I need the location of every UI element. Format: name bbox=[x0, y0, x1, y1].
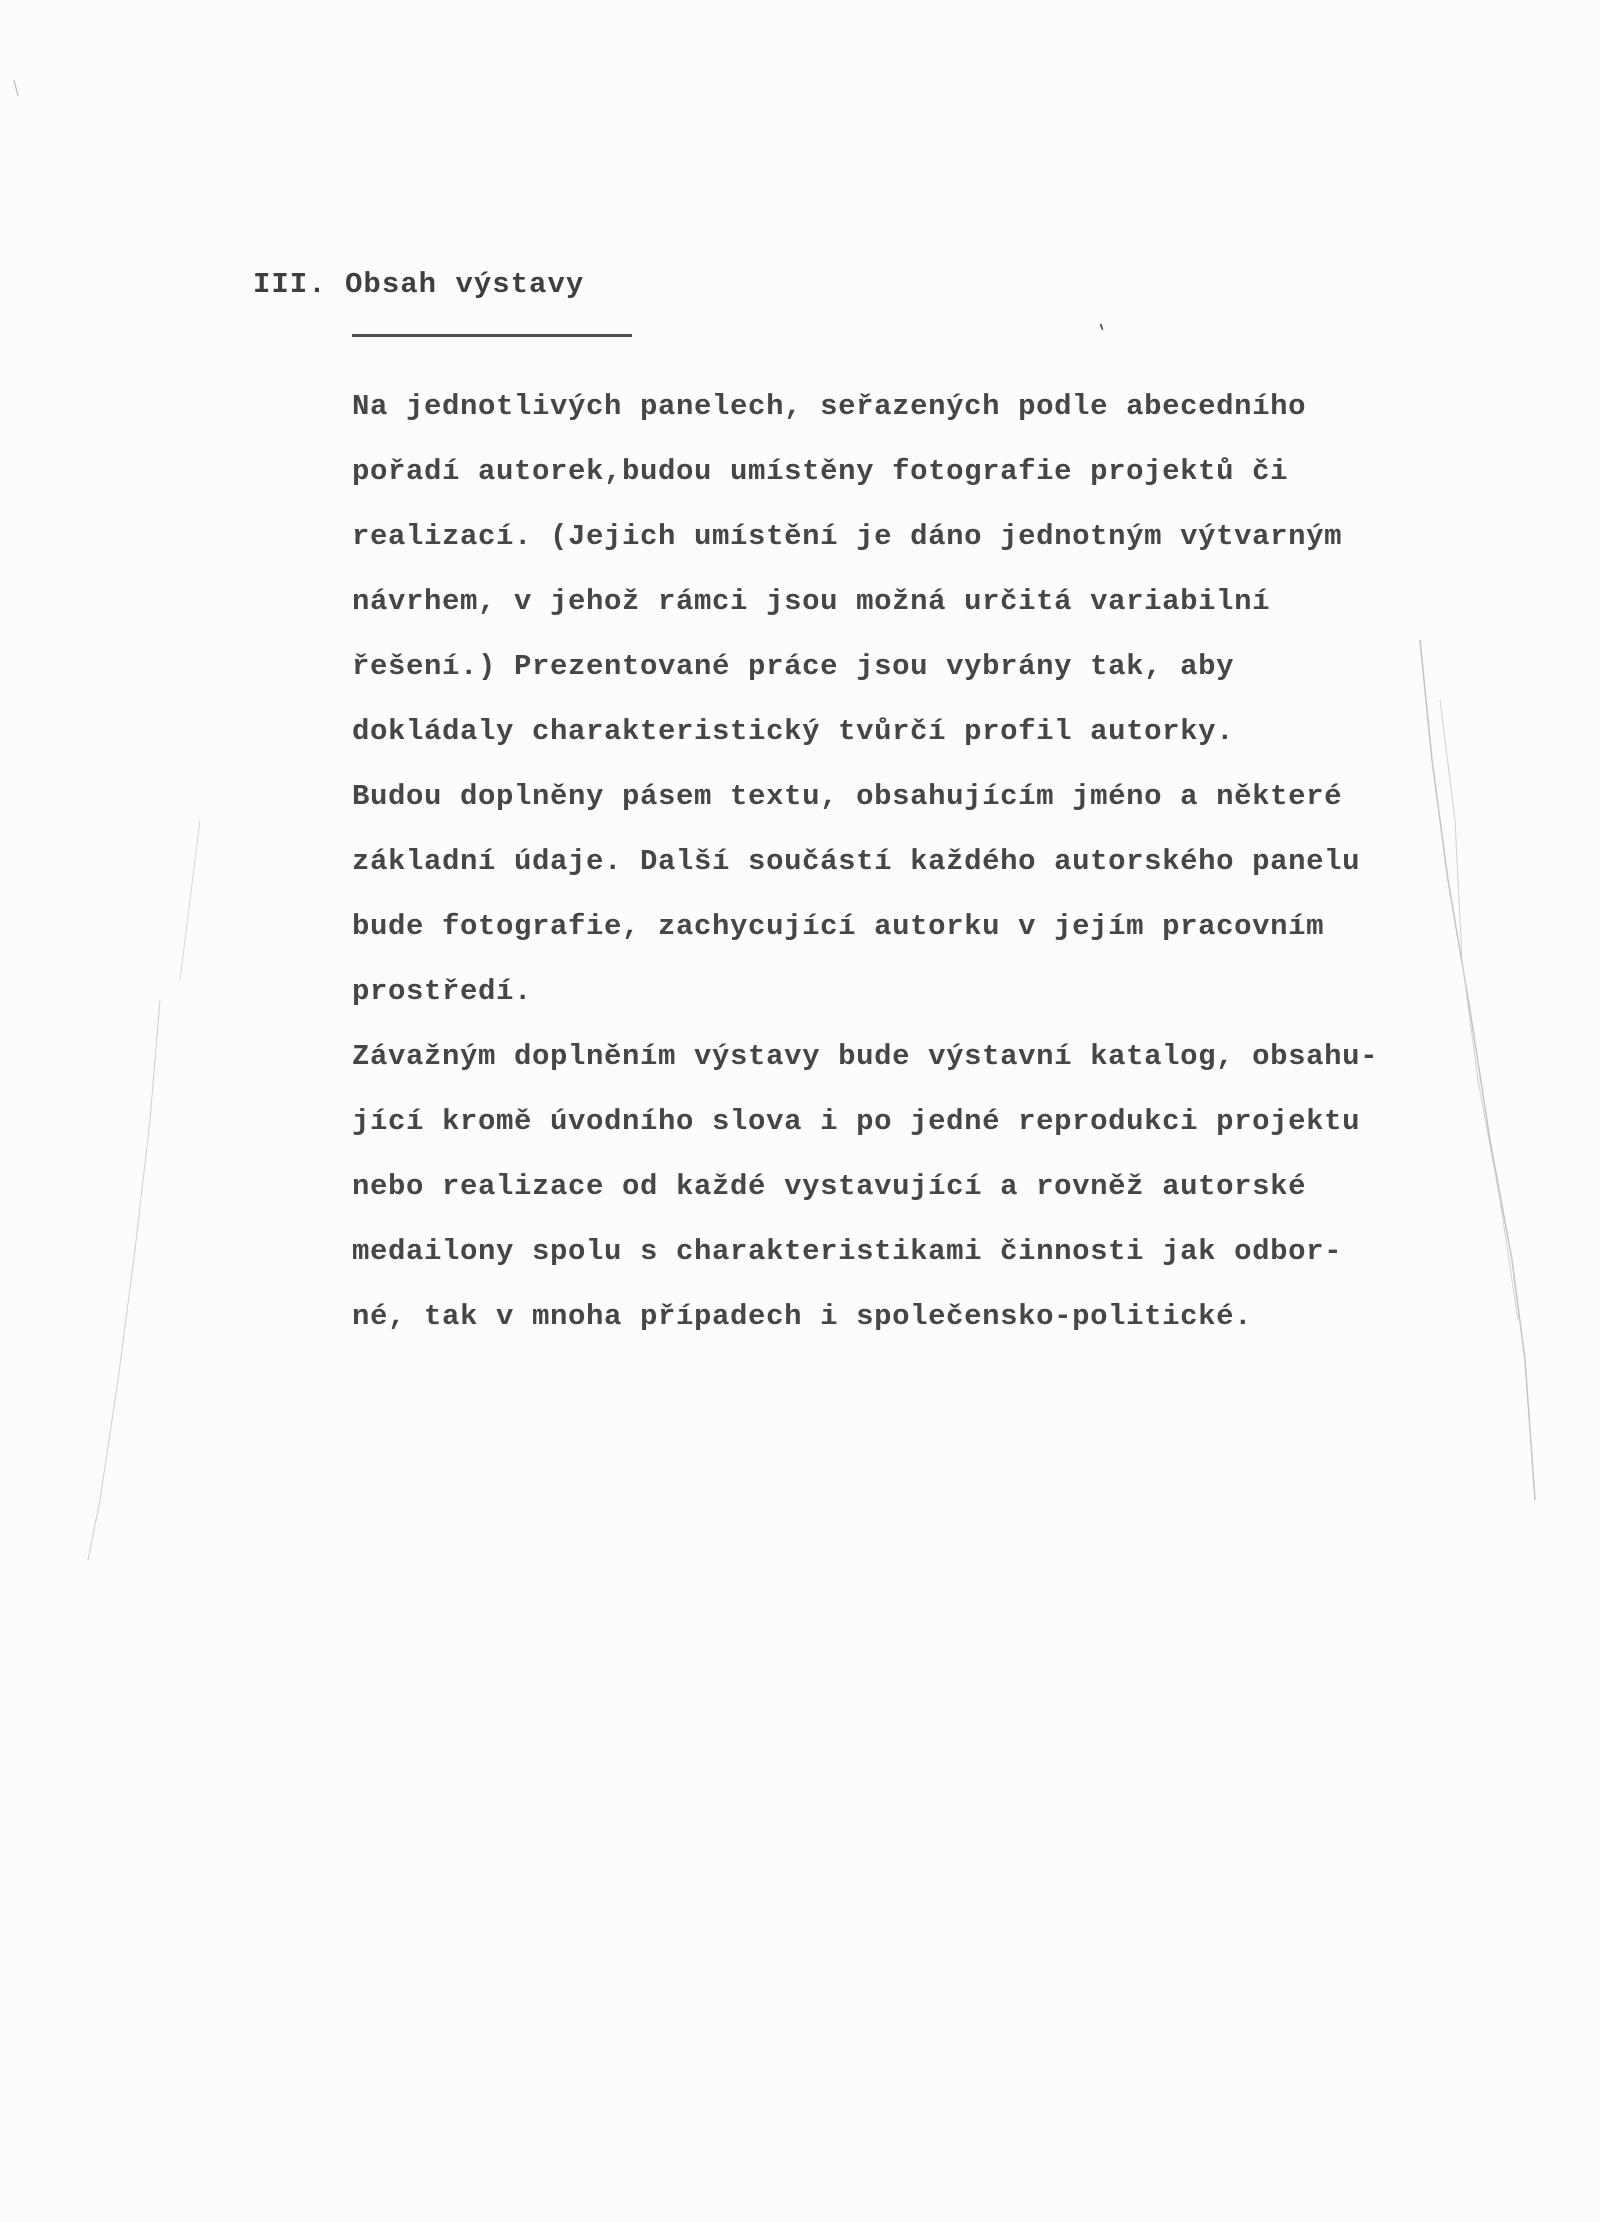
text-line: Budou doplněny pásem textu, obsahujícím jméno a některé bbox=[352, 780, 1343, 813]
text-line: Na jednotlivých panelech, seřazených podle abecedního bbox=[352, 390, 1307, 423]
text-line: návrhem, v jehož rámci jsou možná určitá variabilní bbox=[352, 585, 1271, 618]
text-line: prostředí. bbox=[352, 975, 533, 1008]
text-line: pořadí autorek,budou umístěny fotografie projektů či bbox=[352, 455, 1289, 488]
text-line: Závažným doplněním výstavy bude výstavní katalog, obsahu- bbox=[352, 1040, 1379, 1073]
section-heading bbox=[253, 268, 584, 301]
text-line: nebo realizace od každé vystavující a rovněž autorské bbox=[352, 1170, 1307, 1203]
text-line: medailony spolu s charakteristikami činnosti jak odbor- bbox=[352, 1235, 1343, 1268]
pen-tick-mark: ′ bbox=[1094, 320, 1114, 347]
text-line: základní údaje. Další součástí každého autorského panelu bbox=[352, 845, 1361, 878]
section-number: III. bbox=[253, 268, 327, 301]
text-line: bude fotografie, zachycující autorku v jejím pracovním bbox=[352, 910, 1325, 943]
text-line: řešení.) Prezentované práce jsou vybrány tak, aby bbox=[352, 650, 1235, 683]
text-line: realizací. (Jejich umístění je dáno jednotným výtvarným bbox=[352, 520, 1343, 553]
section-title: Obsah výstavy bbox=[345, 268, 585, 301]
text-line: né, tak v mnoha případech i společensko-politické. bbox=[352, 1300, 1253, 1333]
text-line: jící kromě úvodního slova i po jedné reprodukci projektu bbox=[352, 1105, 1361, 1138]
heading-underline bbox=[352, 334, 632, 337]
text-line: dokládaly charakteristický tvůrčí profil autorky. bbox=[352, 715, 1235, 748]
body-paragraph bbox=[352, 374, 1492, 1349]
